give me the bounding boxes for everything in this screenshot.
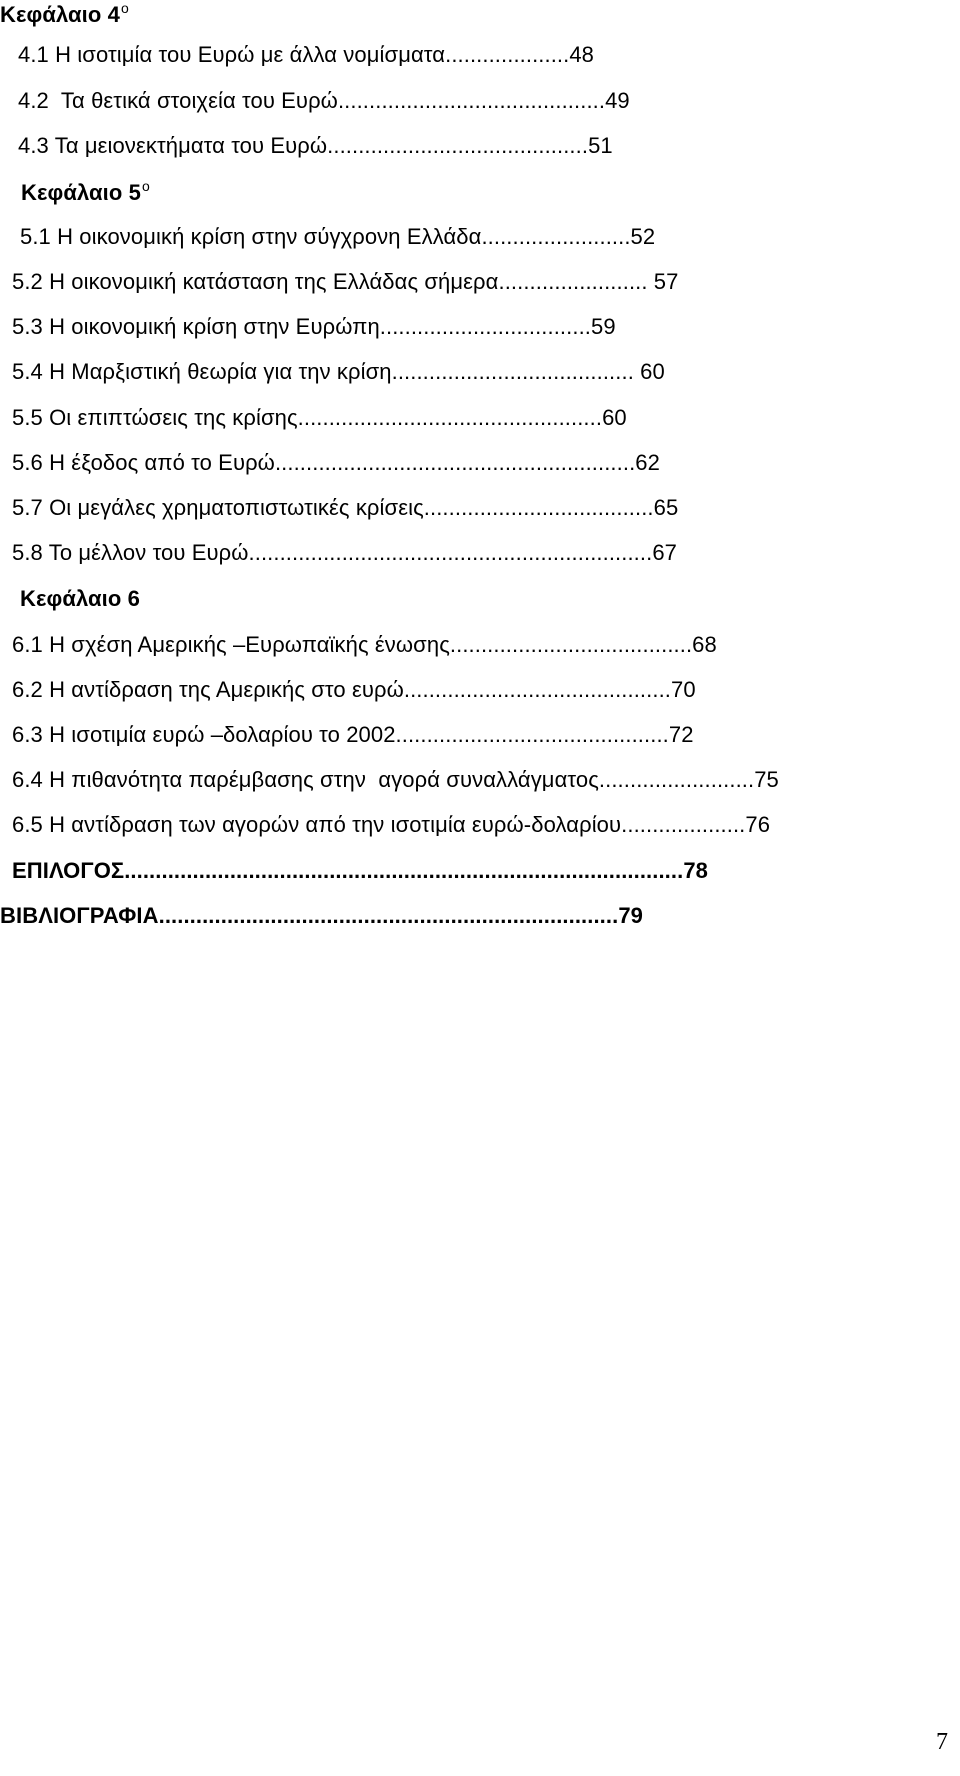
toc-entry-4-1[interactable]: 4.1 Η ισοτιμία του Ευρώ με άλλα νομίσματα....................48 xyxy=(18,42,595,67)
toc-entry-5-7[interactable]: 5.7 Οι μεγάλες χρηματοπιστωτικές κρίσεις.....................................65 xyxy=(12,495,679,520)
toc-entry-6-5[interactable]: 6.5 Η αντίδραση των αγορών από την ισοτιμία ευρώ-δολαρίου....................76 xyxy=(12,812,771,837)
toc-entry-5-6[interactable]: 5.6 Η έξοδος από το Ευρώ..........................................................62 xyxy=(12,450,660,475)
chapter-heading-5: Κεφάλαιο $5^o$ xyxy=(21,178,150,205)
toc-entry-6-4[interactable]: 6.4 Η πιθανότητα παρέμβασης στην αγορά συναλλάγματος.........................75 xyxy=(12,767,779,792)
page-number: 7 xyxy=(936,1729,948,1755)
toc-entry-5-5[interactable]: 5.5 Οι επιπτώσεις της κρίσης.................................................60 xyxy=(12,405,627,430)
toc-entry-epilogue[interactable]: ΕΠΙΛΟΓΟΣ..........................................................................................78 xyxy=(12,858,708,883)
toc-entry-5-8[interactable]: 5.8 Το μέλλον του Ευρώ.................................................................67 xyxy=(12,540,677,565)
toc-entry-4-3[interactable]: 4.3 Τα μειονεκτήματα του Ευρώ..........................................51 xyxy=(18,133,613,158)
toc-entry-5-3[interactable]: 5.3 Η οικονομική κρίση στην Ευρώπη..................................59 xyxy=(12,314,616,339)
toc-entry-5-1[interactable]: 5.1 Η οικονομική κρίση στην σύγχρονη Ελλάδα........................52 xyxy=(20,224,656,249)
toc-entry-bibliography[interactable]: ΒΙΒΛΙΟΓΡΑΦΙΑ..........................................................................79 xyxy=(0,903,643,928)
toc-entry-5-2[interactable]: 5.2 Η οικονομική κατάσταση της Ελλάδας σήμερα........................ 57 xyxy=(12,269,679,294)
toc-entry-6-3[interactable]: 6.3 Η ισοτιμία ευρώ –δολαρίου το 2002............................................72 xyxy=(12,722,694,747)
chapter-heading-4: Κεφάλαιο $4^o$ xyxy=(0,0,129,27)
toc-entry-6-1[interactable]: 6.1 Η σχέση Αμερικής –Ευρωπαϊκής ένωσης.......................................68 xyxy=(12,632,717,657)
toc-entry-4-2[interactable]: 4.2 Τα θετικά στοιχεία του Ευρώ...........................................49 xyxy=(18,88,630,113)
toc-entry-6-2[interactable]: 6.2 Η αντίδραση της Αμερικής στο ευρώ...........................................70 xyxy=(12,677,696,702)
chapter-heading-6: Κεφάλαιο 6 xyxy=(20,586,140,611)
toc-entry-5-4[interactable]: 5.4 Η Μαρξιστική θεωρία για την κρίση....................................... 60 xyxy=(12,359,665,384)
